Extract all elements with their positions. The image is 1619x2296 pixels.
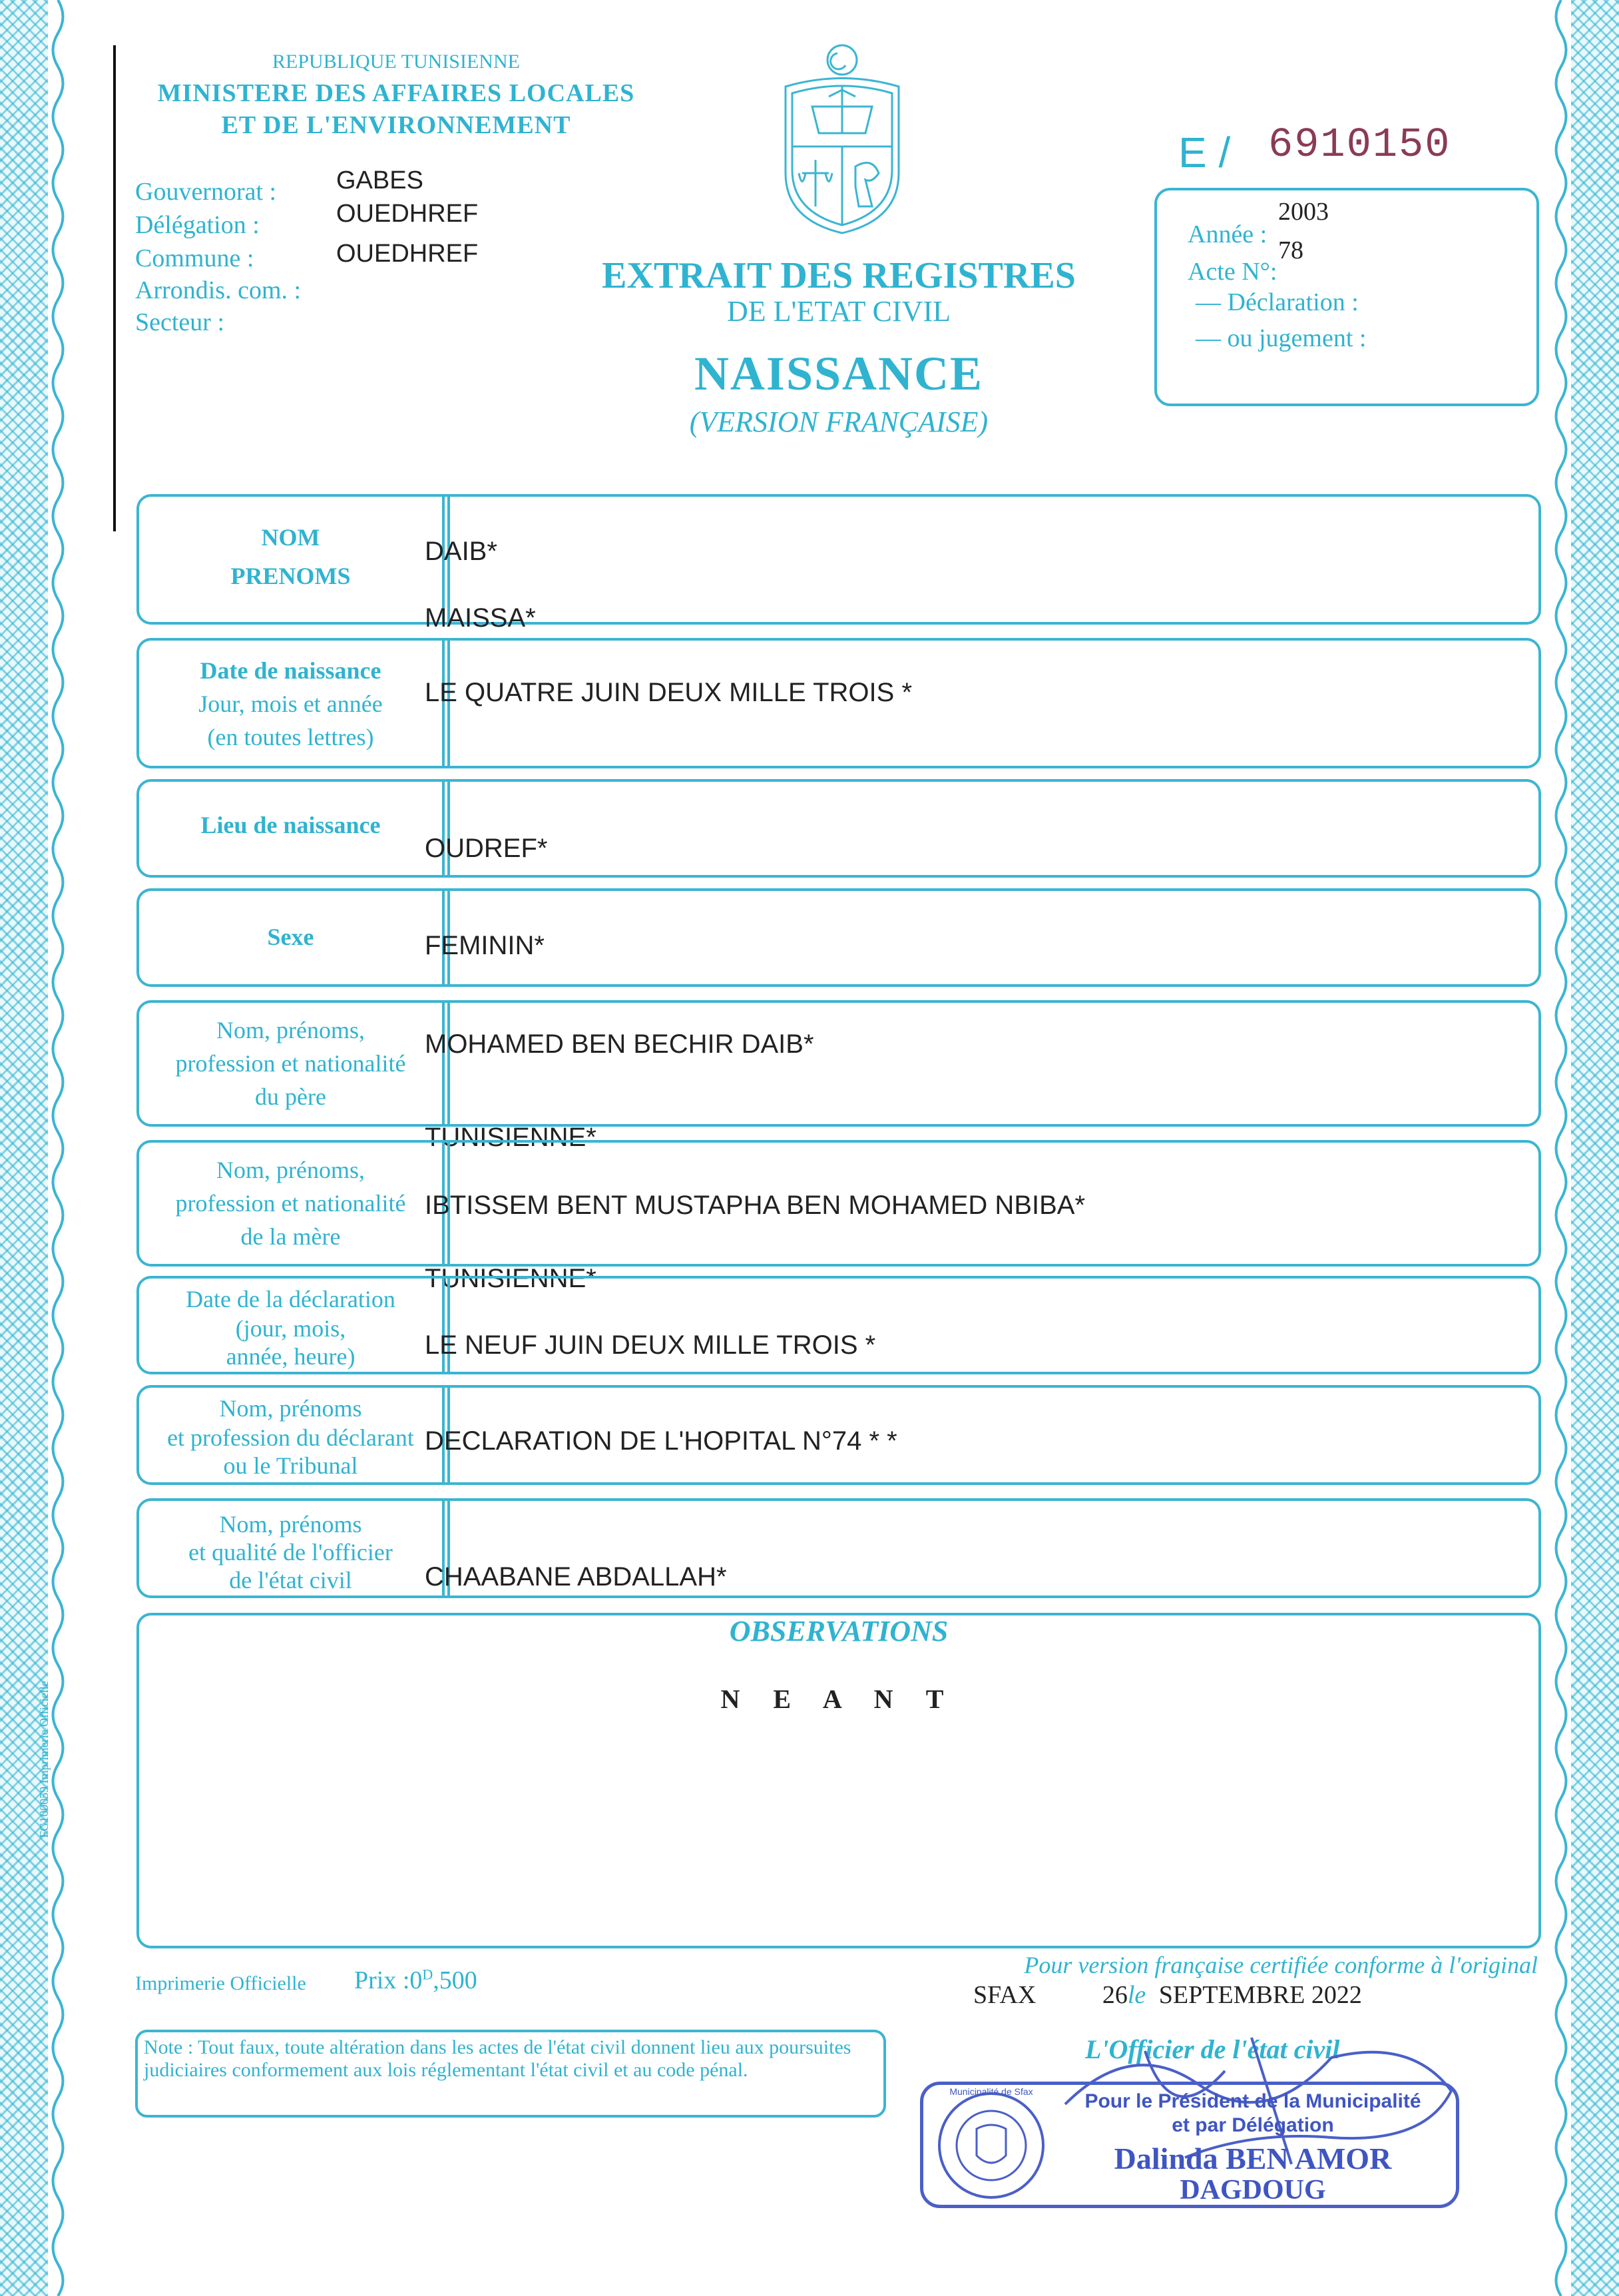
- row-pere: [136, 1000, 1541, 1127]
- ministry-heading-line2: ET DE L'ENVIRONNEMENT: [221, 111, 571, 139]
- certification-text: Pour version française certifiée conforme à l'original: [1024, 1952, 1538, 1978]
- declarant-label3: ou le Tribunal: [223, 1452, 358, 1479]
- observations-title: OBSERVATIONS: [729, 1615, 949, 1647]
- date-naissance-label: Date de naissance: [200, 657, 381, 684]
- lieu-naissance-value: OUDREF*: [425, 834, 548, 863]
- commune-label: Commune :: [135, 244, 254, 272]
- left-wavy-line: [48, 0, 68, 2296]
- prix-dinar-sup: D: [422, 1966, 433, 1983]
- delegation-label: Délégation :: [135, 211, 260, 239]
- acte-value: 78: [1278, 236, 1303, 264]
- gouvernorat-value: GABES: [336, 166, 423, 194]
- declarant-label1: Nom, prénoms: [219, 1395, 362, 1422]
- month-year-value: SEPTEMBRE 2022: [1158, 1981, 1362, 2009]
- side-print-code: FG100059 Imprimerie Officielle: [37, 1681, 51, 1838]
- observations-value: N E A N T: [720, 1684, 957, 1714]
- officer-title: L'Officier de l'état civil: [1085, 2034, 1340, 2064]
- declaration-date-label3: année, heure): [226, 1343, 355, 1370]
- secteur-label: Secteur :: [135, 308, 225, 336]
- note-text: Note : Tout faux, toute altération dans les actes de l'état civil donnent lieu aux poursuites judiciaires conformement aux lois réglementant l'état civil et au code pénal.: [144, 2036, 851, 2081]
- commune-value: OUEDHREF: [336, 240, 479, 268]
- row-lieu-naissance: [136, 779, 1541, 878]
- officier-label2: et qualité de l'officier: [188, 1539, 393, 1566]
- title-line1: EXTRAIT DES REGISTRES: [602, 255, 1076, 296]
- arrondissement-label: Arrondis. com. :: [135, 276, 302, 304]
- annee-label: Année :: [1188, 220, 1268, 248]
- stamp-seal-text: Municipalité de Sfax: [949, 2086, 1033, 2097]
- le-label: le: [1127, 1981, 1146, 2009]
- coat-of-arms-icon: [772, 40, 912, 240]
- jugement-label: — ou jugement :: [1196, 324, 1367, 352]
- prix: [354, 1966, 477, 1995]
- place-value: SFAX: [973, 1981, 1037, 2009]
- prenoms-value: MAISSA*: [425, 603, 536, 633]
- sexe-label: Sexe: [267, 924, 314, 950]
- declaration-date-label2: (jour, mois,: [235, 1315, 346, 1342]
- row-sexe: [136, 888, 1541, 987]
- nom-label: NOM: [261, 524, 320, 551]
- gouvernorat-label: Gouvernorat :: [135, 178, 277, 206]
- pere-nationalite: TUNISIENNE*: [425, 1123, 596, 1152]
- mere-label3: de la mère: [240, 1223, 341, 1250]
- official-stamp: [920, 2082, 1459, 2208]
- stamp-line1: Pour le Président de la Municipalité: [1084, 2090, 1421, 2112]
- title-line2: DE L'ETAT CIVIL: [727, 295, 951, 328]
- pere-label3: du père: [255, 1083, 326, 1110]
- lieu-naissance-label: Lieu de naissance: [200, 812, 381, 838]
- ministry-heading-line1: MINISTERE DES AFFAIRES LOCALES: [157, 79, 635, 107]
- margin-black-line: [113, 45, 116, 531]
- pere-label1: Nom, prénoms,: [216, 1017, 365, 1043]
- declarant-label2: et profession du déclarant: [167, 1424, 414, 1451]
- row-officier: [136, 1498, 1541, 1598]
- right-wavy-line: [1551, 0, 1571, 2296]
- officier-value: CHAABANE ABDALLAH*: [425, 1562, 727, 1591]
- serial-number: 6910150: [1268, 121, 1451, 168]
- stamp-line4: DAGDOUG: [1180, 2175, 1326, 2205]
- mere-label1: Nom, prénoms,: [216, 1157, 365, 1183]
- mere-nationalite: TUNISIENNE*: [425, 1264, 596, 1293]
- acte-label: Acte N°:: [1188, 258, 1277, 286]
- mere-label2: profession et nationalité: [175, 1190, 406, 1217]
- left-guilloche-border: [0, 0, 48, 2296]
- imprimerie-label: Imprimerie Officielle: [135, 1972, 306, 1994]
- place-date-line: [973, 1980, 1362, 2010]
- prenoms-label: PRENOMS: [230, 563, 351, 589]
- title-version: (VERSION FRANÇAISE): [689, 406, 989, 438]
- delegation-value: OUEDHREF: [336, 200, 479, 228]
- declaration-date-label1: Date de la déclaration: [186, 1286, 395, 1312]
- date-naissance-sublabel1: Jour, mois et année: [198, 691, 383, 717]
- officier-label3: de l'état civil: [229, 1567, 352, 1593]
- date-naissance-sublabel2: (en toutes lettres): [207, 724, 374, 750]
- annee-value: 2003: [1278, 198, 1329, 226]
- sexe-value: FEMININ*: [425, 931, 545, 960]
- stamp-line2: et par Délégation: [1172, 2114, 1334, 2136]
- row-nom-prenoms: [136, 494, 1541, 625]
- declaration-date-value: LE NEUF JUIN DEUX MILLE TROIS *: [425, 1330, 876, 1360]
- title-naissance: NAISSANCE: [694, 347, 984, 400]
- declaration-label: — Déclaration :: [1196, 288, 1359, 316]
- pere-value: MOHAMED BEN BECHIR DAIB*: [425, 1029, 814, 1059]
- republic-heading: REPUBLIQUE TUNISIENNE: [272, 51, 520, 73]
- prix-value: ,500: [433, 1966, 477, 1994]
- serial-prefix: E /: [1178, 129, 1231, 176]
- date-naissance-value: LE QUATRE JUIN DEUX MILLE TROIS *: [425, 678, 913, 707]
- prix-label: Prix :0: [354, 1966, 423, 1994]
- day-value: 26: [1102, 1981, 1128, 2009]
- stamp-seal-icon: [931, 2089, 1051, 2202]
- nom-value: DAIB*: [425, 537, 497, 566]
- right-guilloche-border: [1571, 0, 1619, 2296]
- stamp-line3: Dalinda BEN AMOR: [1114, 2142, 1392, 2175]
- declarant-value: DECLARATION DE L'HOPITAL N°74 * *: [425, 1426, 897, 1456]
- pere-label2: profession et nationalité: [175, 1050, 406, 1077]
- officier-label1: Nom, prénoms: [219, 1511, 362, 1538]
- mere-value: IBTISSEM BENT MUSTAPHA BEN MOHAMED NBIBA*: [425, 1191, 1086, 1220]
- observations-box: [136, 1613, 1541, 1948]
